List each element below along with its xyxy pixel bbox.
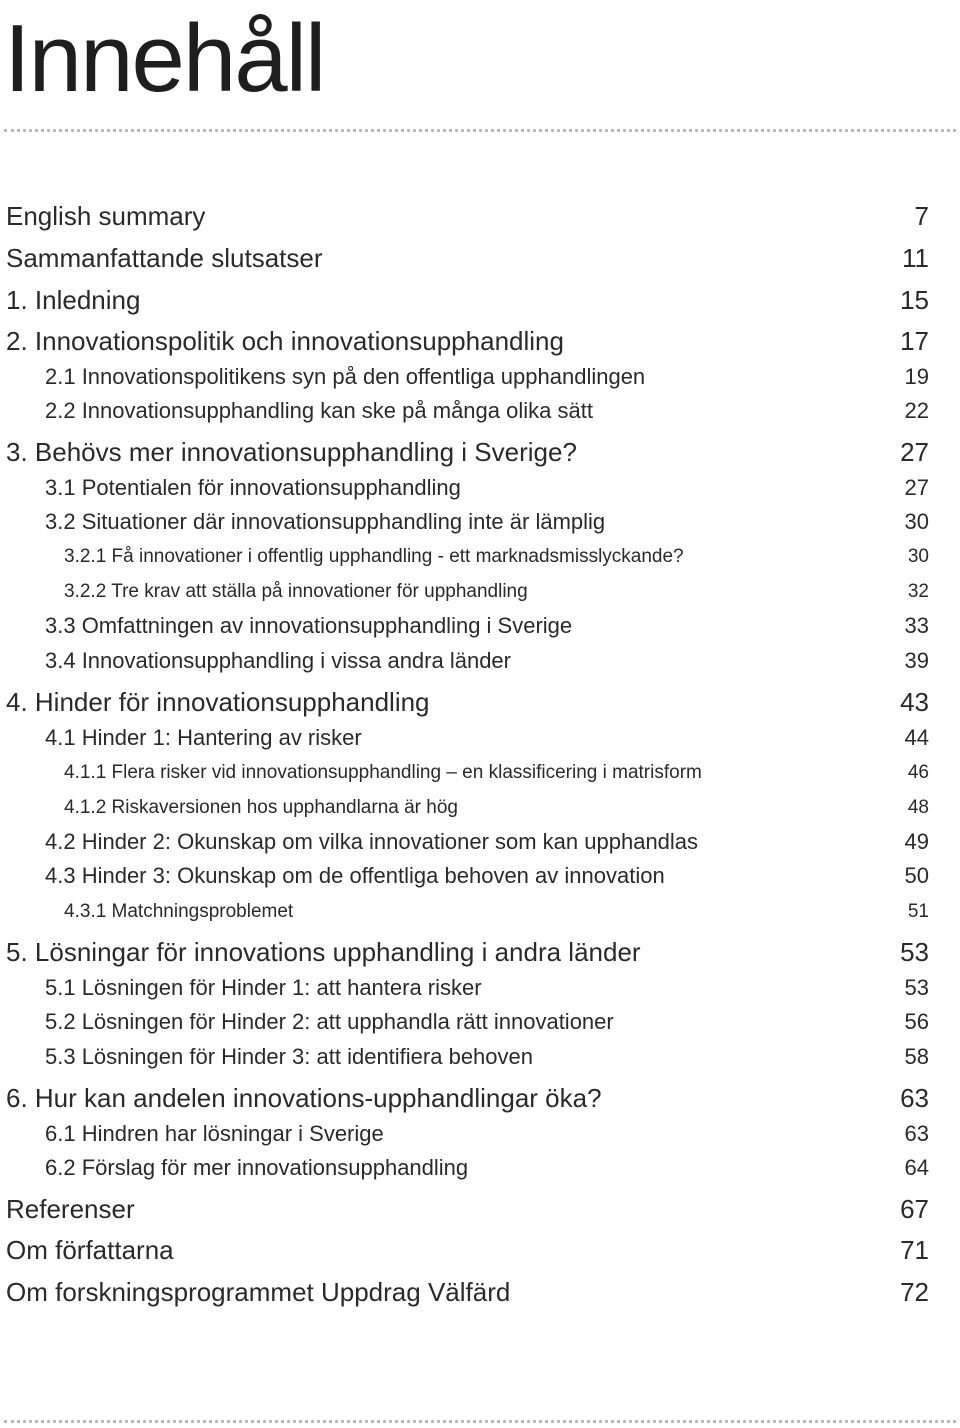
toc-entry-page: 50	[904, 863, 929, 888]
toc-entry-label: 3.1 Potentialen för innovationsupphandling	[45, 475, 461, 500]
toc-entry-page: 71	[900, 1235, 929, 1265]
toc-entry-page: 43	[900, 687, 929, 717]
toc-entry-label: 3.2.2 Tre krav att ställa på innovationer för upphandling	[64, 581, 528, 602]
toc-entry-label: 5.1 Lösningen för Hinder 1: att hantera risker	[45, 975, 482, 1000]
toc-entry-label: 6.1 Hindren har lösningar i Sverige	[45, 1121, 384, 1146]
toc-entry-page: 32	[907, 581, 929, 602]
toc-entry-page: 63	[904, 1121, 929, 1146]
toc-entry-label: 3.2.1 Få innovationer i offentlig upphandling - ett marknadsmisslyckande?	[64, 546, 684, 567]
toc-entry-page: 30	[904, 509, 929, 534]
toc-entry-page: 63	[900, 1083, 929, 1113]
toc-entry-page: 53	[900, 937, 929, 967]
toc-entry-page: 53	[904, 975, 929, 1000]
toc-entry-label: Sammanfattande slutsatser	[6, 243, 323, 273]
page-title: Innehåll	[4, 5, 325, 112]
toc-entry-page: 27	[900, 437, 929, 467]
toc-entry-label: 4.2 Hinder 2: Okunskap om vilka innovationer som kan upphandlas	[45, 829, 699, 854]
toc-entry-label: 4.1.2 Riskaversionen hos upphandlarna är hög	[64, 797, 458, 818]
toc-entry-label: 6.2 Förslag för mer innovationsupphandling	[45, 1155, 469, 1180]
toc-entry-page: 67	[900, 1194, 929, 1224]
toc-entry-label: 5.3 Lösningen för Hinder 3: att identifiera behoven	[45, 1044, 533, 1069]
toc-entry-label: 4.3 Hinder 3: Okunskap om de offentliga behoven av innovation	[45, 863, 665, 888]
dotted-divider-bottom	[4, 1420, 956, 1423]
toc-entry-label: 2. Innovationspolitik och innovationsupphandling	[6, 326, 564, 356]
toc-entry-page: 7	[914, 201, 929, 231]
toc-entry-page: 56	[904, 1009, 929, 1034]
toc-entry-label: 4.1 Hinder 1: Hantering av risker	[45, 725, 362, 750]
toc-entry-page: 39	[904, 648, 929, 673]
toc-entry-page: 51	[907, 901, 929, 922]
toc-entry-page: 17	[900, 326, 929, 356]
toc-entry-label: 2.2 Innovationsupphandling kan ske på många olika sätt	[45, 398, 593, 423]
toc-entry-label: 6. Hur kan andelen innovations-upphandlingar öka?	[6, 1083, 602, 1113]
toc-entry-page: 33	[904, 613, 929, 638]
toc-entry-page: 48	[907, 797, 929, 818]
toc-entry-page: 19	[904, 364, 929, 389]
toc-entry-label: 3.3 Omfattningen av innovationsupphandling i Sverige	[45, 613, 573, 638]
toc-entry-label: 3. Behövs mer innovationsupphandling i Sverige?	[6, 437, 577, 467]
toc-entry-label: 2.1 Innovationspolitikens syn på den offentliga upphandlingen	[45, 364, 646, 389]
toc-entry-page: 22	[904, 398, 929, 423]
toc-entry-label: 3.2 Situationer där innovationsupphandling inte är lämplig	[45, 509, 606, 534]
toc-entry-page: 46	[907, 762, 929, 783]
toc-entry-page: 44	[904, 725, 929, 750]
toc-entry-label: 5. Lösningar för innovations upphandling i andra länder	[6, 937, 641, 967]
toc-entry-label: 4. Hinder för innovationsupphandling	[6, 687, 430, 717]
toc-entry-label: Om forskningsprogrammet Uppdrag Välfärd	[6, 1277, 511, 1307]
toc-entry-label: Om författarna	[6, 1235, 174, 1265]
toc-entry-label: 4.1.1 Flera risker vid innovationsupphandling – en klassificering i matrisform	[64, 762, 702, 783]
toc-entry-label: English summary	[6, 201, 206, 231]
toc-entry-page: 15	[900, 285, 929, 315]
toc-entry-label: 5.2 Lösningen för Hinder 2: att upphandla rätt innovationer	[45, 1009, 614, 1034]
toc-entry-label: 3.4 Innovationsupphandling i vissa andra länder	[45, 648, 511, 673]
toc-entry-page: 11	[902, 243, 929, 273]
toc-entry-page: 49	[904, 829, 929, 854]
toc-entry-page: 30	[907, 546, 929, 567]
toc-entry-page: 72	[900, 1277, 929, 1307]
toc-entry-page: 27	[904, 475, 929, 500]
toc-entry-page: 64	[904, 1155, 929, 1180]
toc-entry-label: 4.3.1 Matchningsproblemet	[64, 901, 294, 922]
toc-entry-label: 1. Inledning	[6, 285, 141, 315]
toc-entry-page: 58	[904, 1044, 929, 1069]
toc-entry-label: Referenser	[6, 1194, 135, 1224]
